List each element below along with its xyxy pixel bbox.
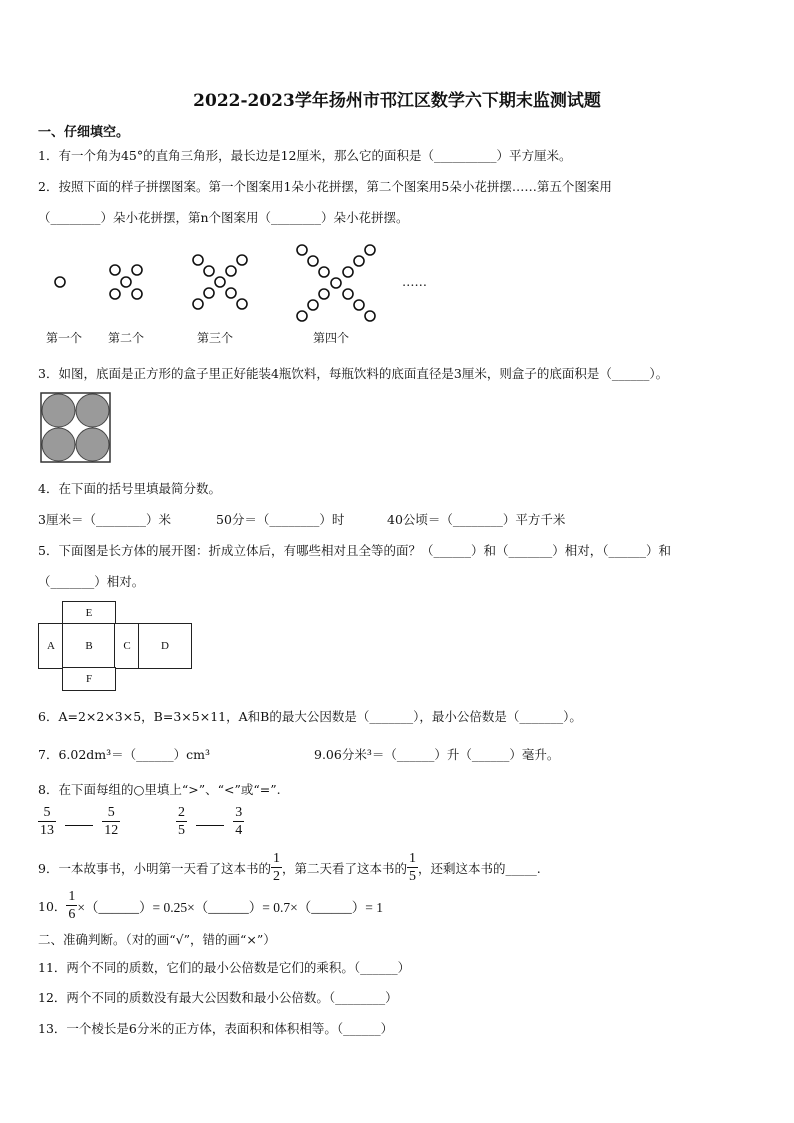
comparison-blank[interactable] bbox=[196, 813, 224, 826]
question-8-pair-1 bbox=[38, 804, 120, 839]
net-face-d: D bbox=[138, 623, 192, 669]
caption-pattern-2: 第二个 bbox=[108, 331, 145, 345]
pattern-2 bbox=[110, 265, 142, 299]
fraction: $\frac{3}{4}$ bbox=[235, 805, 243, 838]
question-13: 13．一个棱长是6分米的正方体，表面积和体积相等。（______） bbox=[38, 1021, 394, 1036]
fraction: $\frac{5}{12}$ bbox=[104, 805, 119, 838]
fraction: $\frac{1}{2}$ bbox=[272, 851, 280, 884]
net-face-e: E bbox=[62, 601, 116, 625]
question-4-item-1: 3厘米＝（________）米 bbox=[38, 512, 171, 527]
net-face-c: C bbox=[114, 623, 140, 669]
question-8-pair-2 bbox=[176, 804, 244, 839]
question-2-line-1: 2．按照下面的样子拼摆图案。第一个图案用1朵小花拼摆，第二个图案用5朵小花拼摆……第五个图案用 bbox=[38, 179, 612, 194]
pattern-3 bbox=[193, 255, 247, 309]
box-with-bottles-figure bbox=[40, 392, 112, 464]
question-2-line-2: （________）朵小花拼摆，第n个图案用（________）朵小花拼摆。 bbox=[38, 210, 409, 225]
flower-patterns-figure bbox=[40, 238, 440, 328]
caption-pattern-3: 第三个 bbox=[197, 331, 234, 345]
section-1-heading: 一、仔细填空。 bbox=[38, 125, 130, 140]
question-12: 12．两个不同的质数没有最大公因数和最小公倍数。（________） bbox=[38, 990, 398, 1005]
question-10: 10． $\frac{1}{6}$ ×（______）= 0.25×（______）= 0.7×（______）= 1 bbox=[38, 889, 383, 922]
caption-pattern-4: 第四个 bbox=[313, 331, 350, 345]
question-1: 1．有一个角为45°的直角三角形，最长边是12厘米，那么它的面积是（__________）平方厘米。 bbox=[38, 148, 572, 163]
question-4: 4．在下面的括号里填最简分数。 bbox=[38, 481, 221, 496]
caption-pattern-1: 第一个 bbox=[46, 331, 83, 345]
fraction: $\frac{2}{5}$ bbox=[178, 805, 185, 838]
question-6: 6．A=2×2×3×5，B=3×5×11，A和B的最大公因数是（_______），最小公倍数是（_______）。 bbox=[38, 709, 582, 724]
net-face-b: B bbox=[62, 623, 116, 669]
question-9: 9．一本故事书，小明第一天看了这本书的 $\frac{1}{2}$ ，第二天看了这本书的 $\frac{1}{5}$ ，还剩这本书的_____. bbox=[38, 851, 541, 884]
net-face-f: F bbox=[62, 667, 116, 691]
fraction: $\frac{5}{13}$ bbox=[40, 805, 54, 838]
question-7-right: 9.06分米³＝（______）升（______）毫升。 bbox=[314, 747, 560, 762]
question-5-line-2: （_______）相对。 bbox=[38, 574, 145, 589]
question-4-item-3: 40公顷＝（________）平方千米 bbox=[387, 512, 566, 527]
pattern-1 bbox=[55, 277, 65, 287]
page-title: 2022-2023学年扬州市邗江区数学六下期末监测试题 bbox=[193, 91, 601, 111]
question-7-left: 7．6.02dm³＝（______）cm³ bbox=[38, 747, 211, 762]
question-3: 3．如图，底面是正方形的盒子里正好能装4瓶饮料，每瓶饮料的底面直径是3厘米，则盒子的底面积是（______）。 bbox=[38, 366, 669, 381]
fraction: $\frac{1}{6}$ bbox=[68, 889, 76, 922]
section-2-heading: 二、准确判断。（对的画“√”，错的画“×”） bbox=[38, 932, 276, 947]
pattern-4 bbox=[297, 245, 375, 321]
fraction: $\frac{1}{5}$ bbox=[408, 851, 416, 884]
comparison-blank[interactable] bbox=[65, 813, 93, 826]
question-5-line-1: 5．下面图是长方体的展开图：折成立体后，有哪些相对且全等的面？（______）和（_______）相对，（______）和 bbox=[38, 543, 671, 558]
pattern-ellipsis: …… bbox=[402, 274, 427, 289]
question-4-item-2: 50分＝（________）时 bbox=[216, 512, 345, 527]
question-8: 8．在下面每组的○里填上“>”、“<”或“=”. bbox=[38, 782, 281, 797]
net-face-a: A bbox=[38, 623, 64, 669]
question-11: 11．两个不同的质数，它们的最小公倍数是它们的乘积。（______） bbox=[38, 960, 411, 975]
